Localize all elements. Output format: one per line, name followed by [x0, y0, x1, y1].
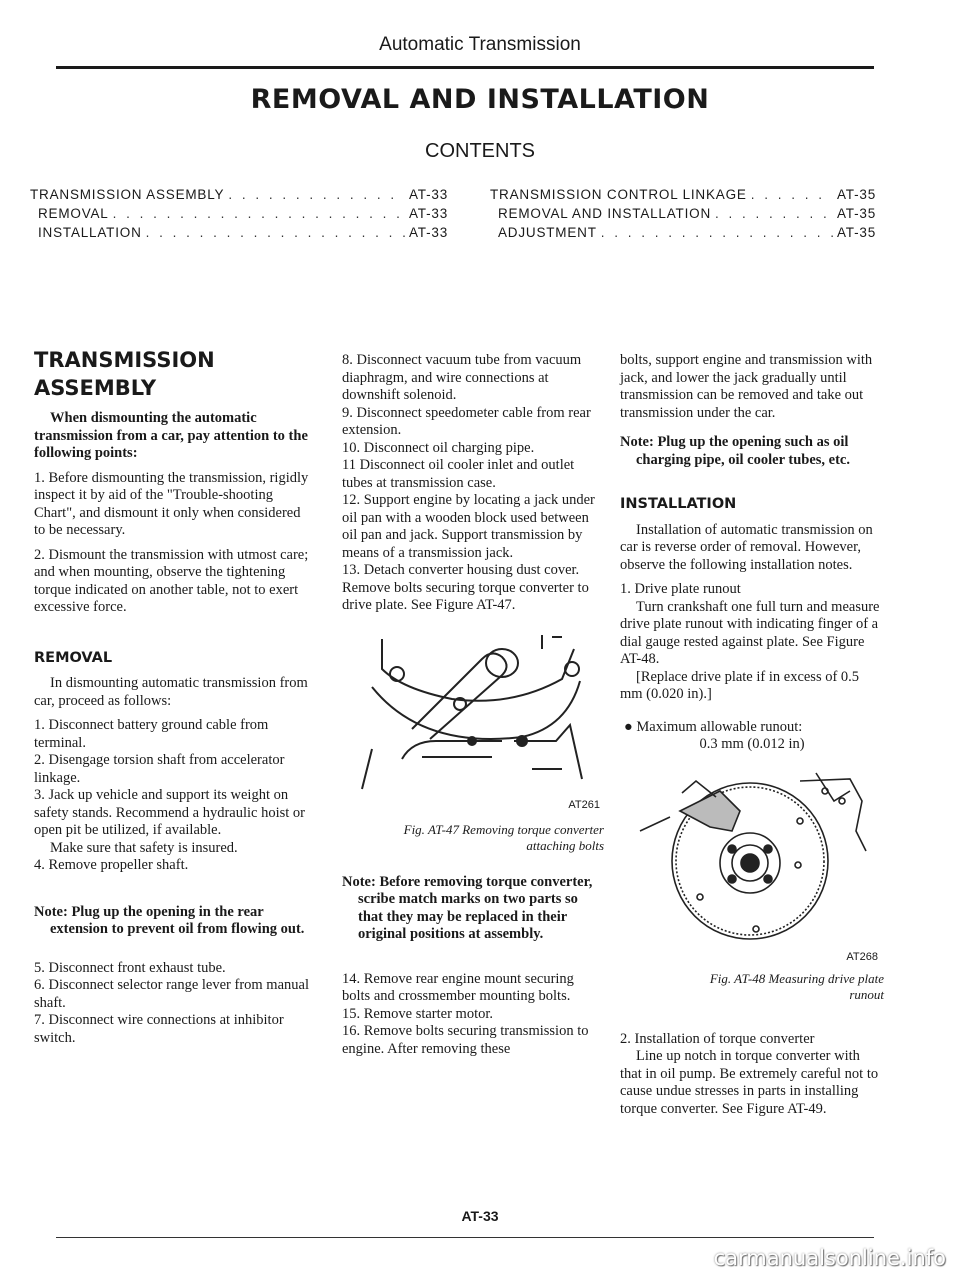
figure-caption: [620, 971, 884, 1003]
toc-page: AT-33: [408, 206, 448, 221]
item-1-replace: [Replace drive plate if in excess of 0.5 mm (0.020 in).]: [620, 668, 860, 702]
step-12: 12. Support engine by locating a jack under oil pan with a wooden block used between oil pan and jack. Support transmission by means of a transmission jack.: [342, 492, 595, 561]
figure-at48: [620, 761, 884, 961]
item-1-title: 1. Drive plate runout: [620, 581, 741, 597]
toc-label: REMOVAL: [38, 206, 109, 221]
continued-paragraph: bolts, support engine and transmission with jack, and lower the jack gradually until transmission can be removed and take out transmission under the car.: [620, 352, 873, 421]
figure-code: AT268: [846, 950, 878, 963]
removal-intro: In dismounting automatic transmission from car, proceed as follows:: [34, 675, 308, 709]
toc-label: INSTALLATION: [38, 225, 142, 240]
step-16: 16. Remove bolts securing transmission to engine. After removing these: [342, 1023, 589, 1057]
drive-plate-illustration: [620, 761, 884, 943]
contents-title: CONTENTS: [425, 140, 535, 162]
runout-bullet: ● Maximum allowable runout:: [624, 718, 803, 735]
step-14: 14. Remove rear engine mount securing bolts and crossmember mounting bolts.: [342, 970, 574, 1004]
column-2: [342, 352, 604, 1065]
section-heading-line1: TRANSMISSION: [34, 348, 215, 372]
runout-value: 0.3 mm (0.012 in): [699, 736, 805, 752]
toc-entry[interactable]: [30, 206, 448, 225]
point-1: 1. Before dismounting the transmission, rigidly inspect it by aid of the "Trouble-shooting Chart", and dismount it only when considered to be necessary.: [34, 469, 309, 538]
toc-label: ADJUSTMENT: [498, 225, 597, 240]
toc-entry[interactable]: [490, 206, 876, 225]
toc-page: AT-33: [408, 187, 448, 202]
toc-entry[interactable]: [30, 225, 448, 244]
step-8: 8. Disconnect vacuum tube from vacuum diaphragm, and wire connections at downshift solenoid.: [342, 352, 582, 403]
toc-label: TRANSMISSION CONTROL LINKAGE: [490, 187, 747, 202]
figure-at47: [342, 629, 604, 814]
toc-leader: [146, 225, 405, 240]
running-header: Automatic Transmission: [379, 34, 581, 55]
figure-caption-line: Fig. AT-48 Measuring drive plate: [709, 970, 884, 986]
toc-label: REMOVAL AND INSTALLATION: [498, 206, 711, 221]
item-2-title: 2. Installation of torque converter: [620, 1030, 815, 1047]
watermark: carmanualsonline.info: [713, 1246, 946, 1270]
installation-heading: INSTALLATION: [620, 496, 737, 512]
toc-page: AT-33: [408, 225, 448, 240]
step-9: 9. Disconnect speedometer cable from rear extension.: [342, 404, 591, 438]
removal-note: Note: Plug up the opening in the rear extension to prevent oil from flowing out.: [34, 903, 305, 937]
toc-page: AT-35: [836, 225, 876, 240]
step-13: 13. Detach converter housing dust cover. Remove bolts securing torque converter to drive plate. See Figure AT-47.: [342, 562, 589, 613]
page-title: REMOVAL AND INSTALLATION: [250, 84, 710, 115]
figure-code: AT261: [568, 798, 600, 811]
header-rule: [56, 66, 874, 69]
toc-right: [490, 187, 876, 244]
step-3-note: Make sure that safety is insured.: [50, 839, 238, 856]
removal-heading: REMOVAL: [34, 649, 113, 666]
page-number: AT-33: [461, 1208, 499, 1224]
step-6: 6. Disconnect selector range lever from manual shaft.: [34, 977, 309, 1011]
toc-leader: [113, 206, 405, 221]
intro-paragraph: When dismounting the automatic transmission from a car, pay attention to the following points:: [34, 410, 308, 461]
converter-note: Note: Before removing torque converter, scribe match marks on two parts so that they may be replaced in their original positions at assembly.: [342, 873, 593, 942]
step-11: 11 Disconnect oil cooler inlet and outlet tubes at transmission case.: [342, 457, 575, 491]
step-2: 2. Disengage torsion shaft from accelerator linkage.: [34, 752, 285, 786]
toc-left: [30, 187, 448, 244]
column-3: [620, 352, 884, 1125]
column-1: [34, 346, 314, 1054]
toc-leader: [228, 187, 405, 202]
toc-label: TRANSMISSION ASSEMBLY: [30, 187, 225, 202]
toc-entry[interactable]: [30, 187, 448, 206]
runout-label: Maximum allowable runout:: [636, 718, 803, 735]
toc-page: AT-35: [836, 187, 876, 202]
installation-note: Note: Plug up the opening such as oil charging pipe, oil cooler tubes, etc.: [620, 434, 850, 468]
step-5: 5. Disconnect front exhaust tube.: [34, 959, 226, 976]
figure-caption-line: attaching bolts: [526, 837, 604, 853]
figure-caption: [342, 822, 604, 854]
converter-wrench-illustration: [342, 629, 604, 797]
toc-entry[interactable]: [490, 225, 876, 244]
figure-caption-line: Fig. AT-47 Removing torque converter: [403, 821, 604, 837]
item-1-body: Turn crankshaft one full turn and measure drive plate runout with indicating finger of a dial gauge rested against plate. See Figure AT-48.: [620, 598, 880, 667]
step-7: 7. Disconnect wire connections at inhibitor switch.: [34, 1012, 284, 1046]
toc-entry[interactable]: [490, 187, 876, 206]
item-2-body: Line up notch in torque converter with that in oil pump. Be extremely careful not to cause undue stresses in parts in installing torque converter. See Figure AT-49.: [620, 1048, 879, 1117]
step-15: 15. Remove starter motor.: [342, 1005, 494, 1022]
figure-caption-line: runout: [849, 986, 884, 1002]
installation-intro: Installation of automatic transmission on car is reverse order of removal. However, observe the following installation notes.: [620, 521, 873, 573]
footer-rule: [56, 1237, 874, 1238]
toc-leader: [715, 206, 833, 221]
point-2: 2. Dismount the transmission with utmost care; and when mounting, observe the tightening torque indicated on another table, not to exert excessive force.: [34, 546, 309, 615]
step-4: 4. Remove propeller shaft.: [34, 857, 189, 873]
step-10: 10. Disconnect oil charging pipe.: [342, 439, 535, 456]
toc-leader: [751, 187, 833, 202]
toc-leader: [601, 225, 833, 240]
step-3: 3. Jack up vehicle and support its weight on safety stands. Recommend a hydraulic hoist or open pit be utilized, if available.: [34, 787, 306, 838]
step-1: 1. Disconnect battery ground cable from terminal.: [34, 717, 269, 751]
toc-page: AT-35: [836, 206, 876, 221]
section-heading-line2: ASSEMBLY: [34, 376, 157, 400]
